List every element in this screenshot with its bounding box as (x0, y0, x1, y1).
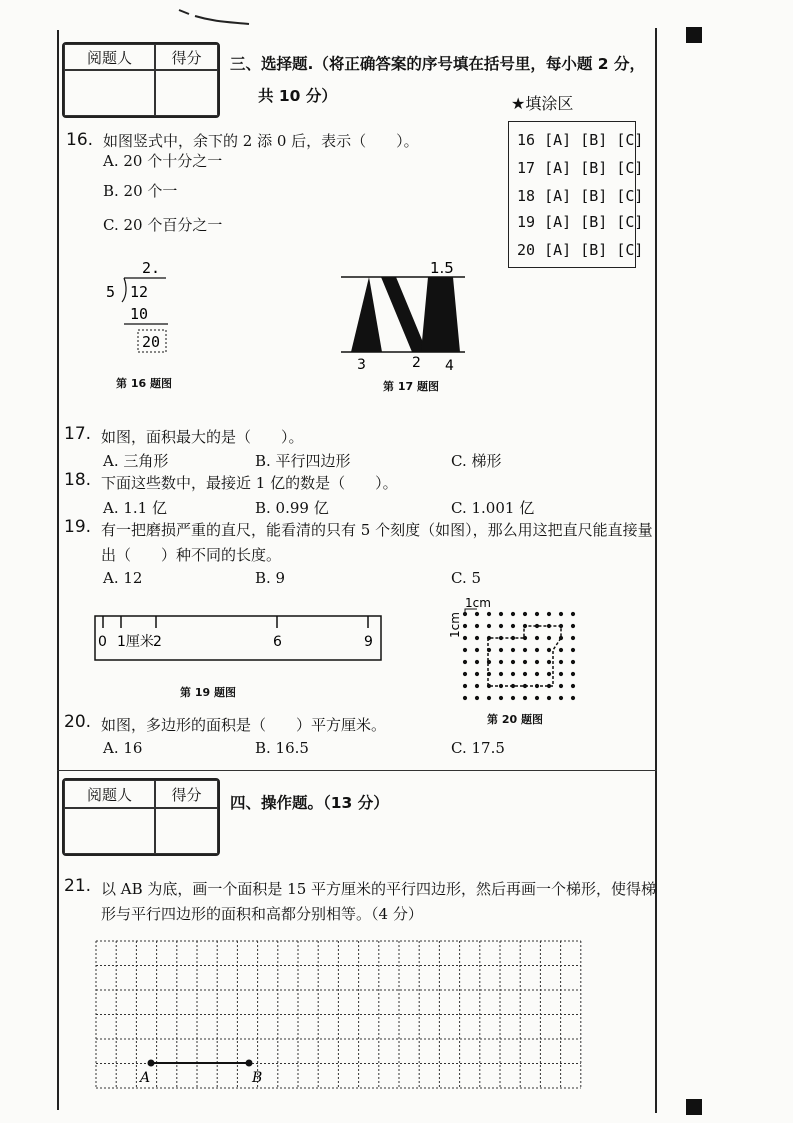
q19-stem-line1: 有一把磨损严重的直尺，能看清的只有 5 个刻度（如图），那么用这把直尺能直接量 (101, 521, 653, 539)
grid-dot (499, 672, 503, 676)
grid-dot (475, 660, 479, 664)
grid-dot (487, 696, 491, 700)
q17-trapezoid (421, 277, 460, 352)
grid-dot (547, 660, 551, 664)
answer-row-20[interactable]: 20 [A] [B] [C] (517, 241, 644, 259)
corner-marker-bottom (686, 1099, 702, 1115)
ruler-tick-9: 9 (364, 634, 373, 650)
grid-dot (463, 696, 467, 700)
grid-dot (547, 672, 551, 676)
grid-dot (535, 660, 539, 664)
grid-dot (511, 660, 515, 664)
q19-option-c: C. 5 (451, 569, 482, 587)
q20-option-c: C. 17.5 (451, 739, 505, 757)
frame-left (57, 30, 59, 1110)
grid-dot (475, 612, 479, 616)
q17-option-a: A. 三角形 (103, 452, 169, 470)
q19-stem-line2: 出（ ）种不同的长度。 (101, 546, 282, 564)
scan-mark (175, 4, 255, 26)
q19-caption: 第 19 题图 (180, 686, 236, 699)
grid-dot (559, 612, 563, 616)
grid-dot (547, 612, 551, 616)
q18-stem: 下面这些数中，最接近 1 亿的数是（ ）。 (101, 474, 398, 492)
q20-option-b: B. 16.5 (255, 739, 309, 757)
q16-option-c: C. 20 个百分之一 (103, 216, 223, 234)
grid-dot (535, 636, 539, 640)
grid-dot (547, 636, 551, 640)
grid-dot (559, 696, 563, 700)
grid-dot (487, 624, 491, 628)
q21-stem-line2: 形与平行四边形的面积和高都分别相等。（4 分） (101, 905, 423, 923)
q16-caption: 第 16 题图 (116, 377, 172, 390)
q18-option-a: A. 1.1 亿 (103, 499, 167, 517)
q21-point-a-label: A (140, 1070, 151, 1086)
grid-dot (475, 672, 479, 676)
grid-dot (571, 684, 575, 688)
q17-parallelogram (381, 277, 427, 352)
corner-marker-top (686, 27, 702, 43)
q19-ruler-figure (93, 614, 385, 664)
q20-unit-vertical: 1cm (448, 612, 462, 638)
reviewer-cell[interactable] (64, 70, 155, 116)
grid-dot (499, 648, 503, 652)
grid-dot (559, 684, 563, 688)
q18-option-c: C. 1.001 亿 (451, 499, 535, 517)
q21-grid-lines (96, 941, 581, 1088)
q16-product: 10 (130, 305, 149, 323)
score-header: 得分 (155, 780, 218, 808)
grid-dot (499, 696, 503, 700)
q17-stem: 如图，面积最大的是（ ）。 (101, 428, 304, 446)
answer-fill-area (508, 121, 644, 268)
grid-dot (571, 696, 575, 700)
score-table-section3 (62, 42, 220, 118)
ruler-tick-2: 2 (153, 634, 162, 650)
section4-title: 四、操作题。（13 分） (230, 794, 389, 812)
grid-dot (475, 624, 479, 628)
q19-number: 19. (64, 517, 92, 537)
answer-row-16[interactable]: 16 [A] [B] [C] (517, 131, 644, 149)
grid-dot (475, 684, 479, 688)
q16-quotient: 2. (142, 259, 161, 277)
grid-dot (511, 672, 515, 676)
frame-right (655, 28, 657, 1113)
grid-dot (523, 612, 527, 616)
grid-dot (535, 696, 539, 700)
grid-dot (559, 672, 563, 676)
q21-stem-line1: 以 AB 为底，画一个面积是 15 平方厘米的平行四边形，然后再画一个梯形，使得梯 (101, 880, 657, 898)
q16-remainder: 20 (142, 333, 161, 351)
grid-dot (547, 648, 551, 652)
q17-option-b: B. 平行四边形 (255, 452, 351, 470)
q18-number: 18. (64, 470, 92, 490)
q21-point-b-label: B (252, 1070, 263, 1086)
q16-long-division-figure (100, 256, 180, 360)
grid-dot (523, 672, 527, 676)
q20-number: 20. (64, 712, 92, 732)
grid-dot (571, 648, 575, 652)
grid-dot (499, 660, 503, 664)
grid-dot (535, 648, 539, 652)
grid-dot (487, 612, 491, 616)
q17-option-c: C. 梯形 (451, 452, 502, 470)
answer-row-18[interactable]: 18 [A] [B] [C] (517, 187, 644, 205)
q16-divisor: 5 (106, 283, 116, 301)
grid-dot (559, 648, 563, 652)
grid-dot (511, 648, 515, 652)
q17-label-a: 3 (357, 357, 366, 373)
q17-label-top: 1.5 (430, 259, 454, 277)
grid-dot (571, 624, 575, 628)
grid-dot (535, 612, 539, 616)
q16-number: 16. (66, 130, 94, 150)
section3-title-line1: 三、选择题.（将正确答案的序号填在括号里，每小题 2 分， (230, 55, 645, 73)
section3-title-line2: 共 10 分） (258, 87, 337, 105)
grid-dot (547, 696, 551, 700)
section-divider (57, 770, 657, 771)
reviewer-cell[interactable] (64, 808, 155, 854)
answer-area-title: ★填涂区 (511, 94, 574, 113)
q19-option-a: A. 12 (103, 569, 143, 587)
reviewer-header: 阅题人 (64, 44, 155, 70)
q20-unit-horizontal: 1cm (465, 596, 491, 610)
ruler-tick-6: 6 (273, 634, 282, 650)
q20-dot-grid-figure (445, 592, 580, 704)
grid-dot (463, 624, 467, 628)
grid-dot (559, 660, 563, 664)
grid-dot (571, 672, 575, 676)
q19-option-b: B. 9 (255, 569, 286, 587)
ruler-tick-0: 0 (98, 634, 107, 650)
q17-label-c: 4 (445, 358, 454, 374)
q20-dots (463, 612, 575, 704)
grid-dot (571, 660, 575, 664)
ruler-tick-1: 1厘米 (117, 634, 154, 650)
answer-row-17[interactable]: 17 [A] [B] [C] (517, 159, 644, 177)
q16-option-b: B. 20 个一 (103, 182, 178, 200)
q21-number: 21. (64, 876, 92, 896)
q16-stem: 如图竖式中，余下的 2 添 0 后，表示（ ）。 (103, 132, 419, 150)
score-table-section4 (62, 778, 220, 856)
q17-number: 17. (64, 424, 92, 444)
grid-dot (463, 672, 467, 676)
grid-dot (571, 612, 575, 616)
q20-caption: 第 20 题图 (487, 713, 543, 726)
q20-polygon (488, 626, 561, 686)
q17-caption: 第 17 题图 (383, 380, 439, 393)
grid-dot (535, 672, 539, 676)
grid-dot (475, 648, 479, 652)
grid-dot (463, 636, 467, 640)
q20-stem: 如图，多边形的面积是（ ）平方厘米。 (101, 716, 387, 734)
q17-triangle (351, 277, 382, 352)
q18-option-b: B. 0.99 亿 (255, 499, 329, 517)
q16-option-a: A. 20 个十分之一 (103, 152, 223, 170)
score-cell[interactable] (155, 70, 218, 116)
grid-dot (511, 696, 515, 700)
grid-dot (511, 612, 515, 616)
q17-label-b: 2 (412, 355, 421, 371)
grid-dot (463, 660, 467, 664)
grid-dot (571, 636, 575, 640)
grid-dot (475, 696, 479, 700)
grid-dot (463, 684, 467, 688)
grid-dot (499, 612, 503, 616)
grid-dot (511, 624, 515, 628)
q16-dividend: 12 (130, 283, 149, 301)
grid-dot (463, 612, 467, 616)
q17-shapes-figure (335, 255, 475, 375)
score-cell[interactable] (155, 808, 218, 854)
reviewer-header: 阅题人 (64, 780, 155, 808)
grid-dot (463, 648, 467, 652)
q20-option-a: A. 16 (103, 739, 143, 757)
grid-dot (523, 660, 527, 664)
grid-dot (499, 624, 503, 628)
grid-dot (523, 696, 527, 700)
answer-row-19[interactable]: 19 [A] [B] [C] (517, 213, 644, 231)
grid-dot (523, 648, 527, 652)
q21-drawing-grid[interactable] (94, 939, 584, 1089)
score-header: 得分 (155, 44, 218, 70)
grid-dot (475, 636, 479, 640)
